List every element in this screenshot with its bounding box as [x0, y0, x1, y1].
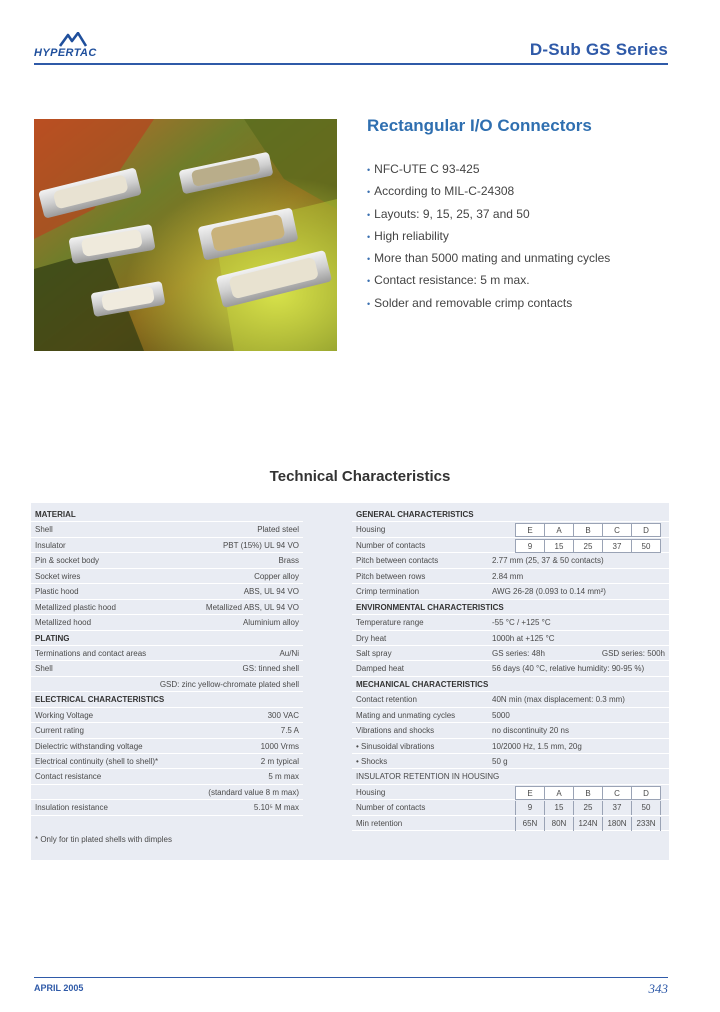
grid-cell: 180N: [602, 817, 632, 831]
footer-divider: [34, 977, 668, 978]
row-label: Salt spray: [356, 648, 392, 658]
grid-cell: D: [631, 523, 661, 537]
list-item: • More than 5000 mating and unmating cycles: [367, 251, 611, 266]
row-label: Dry heat: [356, 633, 387, 643]
value-grid: [516, 817, 661, 831]
table-row: [352, 569, 669, 584]
table-row: [31, 569, 303, 584]
table-section-header: [352, 507, 669, 522]
table-row: [31, 769, 303, 784]
table-row: [352, 553, 669, 568]
row-label: Crimp termination: [356, 587, 420, 597]
row-value: PBT (15%) UL 94 VO: [222, 540, 299, 550]
grid-cell: E: [515, 523, 545, 537]
grid-cell: 50: [631, 539, 661, 553]
row-value: 56 days (40 °C, relative humidity: 90-95 %): [492, 664, 645, 674]
list-item: • Contact resistance: 5 m max.: [367, 273, 530, 288]
table-row: [31, 785, 303, 800]
row-value: 5000: [492, 710, 510, 720]
row-label: Housing: [356, 525, 386, 535]
grid-cell: C: [602, 786, 632, 800]
grid-cell: 9: [515, 539, 545, 553]
footnote: * Only for tin plated shells with dimples: [35, 835, 172, 844]
grid-cell: D: [631, 786, 661, 800]
table-row: [352, 769, 669, 784]
row-value: (standard value 8 m max): [208, 787, 299, 797]
row-value: 40N min (max displacement: 0.3 mm): [492, 695, 625, 705]
grid-cell: A: [544, 523, 574, 537]
row-value: 2.84 mm: [492, 571, 524, 581]
product-photo: [34, 119, 337, 351]
row-value: Brass: [278, 556, 299, 566]
grid-cell: 37: [602, 801, 632, 815]
grid-cell: B: [573, 523, 603, 537]
table-row: [352, 538, 669, 553]
row-value: 300 VAC: [267, 710, 299, 720]
grid-cell: 37: [602, 539, 632, 553]
row-value: GSD: zinc yellow-chromate plated shell: [159, 679, 299, 689]
grid-cell: 233N: [631, 817, 661, 831]
grid-cell: 50: [631, 801, 661, 815]
row-label: Housing: [356, 787, 386, 797]
row-label: Electrical continuity (shell to shell)*: [35, 757, 159, 766]
list-item: • Solder and removable crimp contacts: [367, 295, 573, 310]
row-value: 50 g: [492, 757, 508, 766]
table-section-header: [352, 600, 669, 615]
section-header-label: MECHANICAL CHARACTERISTICS: [356, 679, 489, 689]
row-label: • Shocks: [356, 757, 388, 766]
table-row: [31, 754, 303, 769]
grid-cell: E: [515, 786, 545, 800]
table-row: [31, 600, 303, 615]
table-row: [352, 723, 669, 738]
table-row: [31, 522, 303, 537]
row-label: Insulator: [35, 540, 66, 550]
row-label: Metallized plastic hood: [35, 602, 116, 612]
page-number: 343: [648, 981, 668, 996]
footer-date: APRIL 2005: [34, 983, 84, 993]
row-value: 2.77 mm (25, 37 & 50 contacts): [492, 556, 604, 566]
grid-cell: C: [602, 523, 632, 537]
row-label: Vibrations and shocks: [356, 726, 435, 736]
feature-list: [367, 159, 610, 315]
table-row: [352, 631, 669, 646]
table-section-header: [31, 692, 303, 707]
row-label: Mating and unmating cycles: [356, 710, 456, 720]
table-row: [352, 646, 669, 661]
row-value-secondary: GSD series: 500h: [601, 648, 665, 658]
table-section-header: [31, 507, 303, 522]
table-row: [31, 646, 303, 661]
logo-text: HYPERTAC: [34, 47, 97, 59]
row-value: 1000 Vrms: [260, 741, 299, 751]
row-value: 5.10⁵ M max: [253, 803, 299, 813]
row-label: Insulation resistance: [35, 803, 108, 813]
table-section-header: [352, 677, 669, 692]
grid-cell: A: [544, 786, 574, 800]
table-row: [31, 661, 303, 676]
header-divider: [34, 63, 668, 65]
table-row: [352, 692, 669, 707]
row-label: Number of contacts: [356, 803, 426, 813]
value-grid: [516, 786, 661, 800]
row-label: Plastic hood: [35, 587, 79, 597]
row-label: INSULATOR RETENTION IN HOUSING: [356, 772, 500, 782]
table-row: [352, 522, 669, 537]
grid-cell: B: [573, 786, 603, 800]
table-row: [352, 800, 669, 815]
row-label: Terminations and contact areas: [35, 648, 147, 658]
row-label: Dielectric withstanding voltage: [35, 741, 143, 751]
row-value: Metallized ABS, UL 94 VO: [205, 602, 299, 612]
row-label: Contact retention: [356, 695, 417, 705]
list-item: • According to MIL-C-24308: [367, 184, 515, 199]
row-value: 10/2000 Hz, 1.5 mm, 20g: [492, 741, 582, 751]
row-label: Damped heat: [356, 664, 405, 674]
table-row: [31, 538, 303, 553]
row-label: Min retention: [356, 818, 403, 828]
table-row: [31, 677, 303, 692]
table-row: [31, 800, 303, 815]
row-label: Number of contacts: [356, 540, 426, 550]
row-label: Shell: [35, 525, 53, 535]
row-label: Contact resistance: [35, 772, 102, 782]
section-header-label: ENVIRONMENTAL CHARACTERISTICS: [356, 602, 504, 612]
list-item: • High reliability: [367, 228, 449, 243]
value-grid: [516, 801, 661, 815]
row-label: Current rating: [35, 726, 84, 736]
grid-cell: 25: [573, 801, 603, 815]
row-value: GS: tinned shell: [242, 664, 299, 674]
table-row: [31, 584, 303, 599]
row-value: -55 °C / +125 °C: [492, 618, 551, 628]
row-value: AWG 26-28 (0.093 to 0.14 mm²): [492, 587, 606, 597]
value-grid: [516, 523, 661, 537]
right-characteristics-table: [352, 507, 669, 831]
section-header-label: GENERAL CHARACTERISTICS: [356, 510, 474, 519]
logo-mark-icon: [58, 32, 88, 48]
row-value: Aluminium alloy: [242, 618, 299, 628]
table-row: [352, 754, 669, 769]
table-row: [31, 723, 303, 738]
row-label: Temperature range: [356, 618, 424, 628]
table-row: [352, 584, 669, 599]
grid-cell: 25: [573, 539, 603, 553]
section-header-label: PLATING: [35, 633, 70, 643]
technical-characteristics-title: Technical Characteristics: [269, 468, 451, 485]
row-label: Socket wires: [35, 571, 81, 581]
table-row: [352, 661, 669, 676]
row-label: Working Voltage: [35, 710, 94, 720]
table-row: [352, 708, 669, 723]
table-row: [352, 785, 669, 800]
section-heading: Rectangular I/O Connectors: [367, 116, 592, 135]
grid-cell: 65N: [515, 817, 545, 831]
table-section-header: [31, 631, 303, 646]
grid-cell: 15: [544, 801, 574, 815]
table-row: [31, 615, 303, 630]
grid-cell: 124N: [573, 817, 603, 831]
grid-cell: 80N: [544, 817, 574, 831]
row-value: Plated steel: [257, 525, 299, 535]
section-header-label: ELECTRICAL CHARACTERISTICS: [35, 695, 165, 705]
list-item: • NFC-UTE C 93-425: [367, 162, 480, 176]
grid-cell: 15: [544, 539, 574, 553]
row-label: Shell: [35, 664, 53, 674]
row-value: 1000h at +125 °C: [492, 633, 555, 643]
row-value: Au/Ni: [279, 648, 299, 658]
table-row: [352, 739, 669, 754]
row-value: GS series: 48h: [492, 648, 545, 658]
row-label: Pitch between contacts: [356, 556, 439, 566]
grid-cell: 9: [515, 801, 545, 815]
row-value: 5 m max: [268, 772, 299, 782]
value-grid: [516, 539, 661, 553]
table-row: [31, 708, 303, 723]
section-header-label: MATERIAL: [35, 510, 76, 519]
series-title: D-Sub GS Series: [529, 40, 668, 59]
row-value: 2 m typical: [260, 757, 299, 766]
row-label: Pitch between rows: [356, 571, 426, 581]
row-value: Copper alloy: [254, 571, 299, 581]
row-value: no discontinuity 20 ns: [492, 726, 569, 736]
table-row: [352, 615, 669, 630]
row-value: ABS, UL 94 VO: [243, 587, 299, 597]
table-row: [31, 553, 303, 568]
list-item: • Layouts: 9, 15, 25, 37 and 50: [367, 206, 530, 221]
row-label: • Sinusoidal vibrations: [356, 741, 435, 751]
table-row: [31, 739, 303, 754]
left-characteristics-table: [31, 507, 303, 816]
hypertac-logo: [34, 32, 114, 60]
row-label: Metallized hood: [35, 618, 92, 628]
row-value: 7.5 A: [280, 726, 299, 736]
row-label: Pin & socket body: [35, 556, 100, 566]
table-row: [352, 816, 669, 831]
